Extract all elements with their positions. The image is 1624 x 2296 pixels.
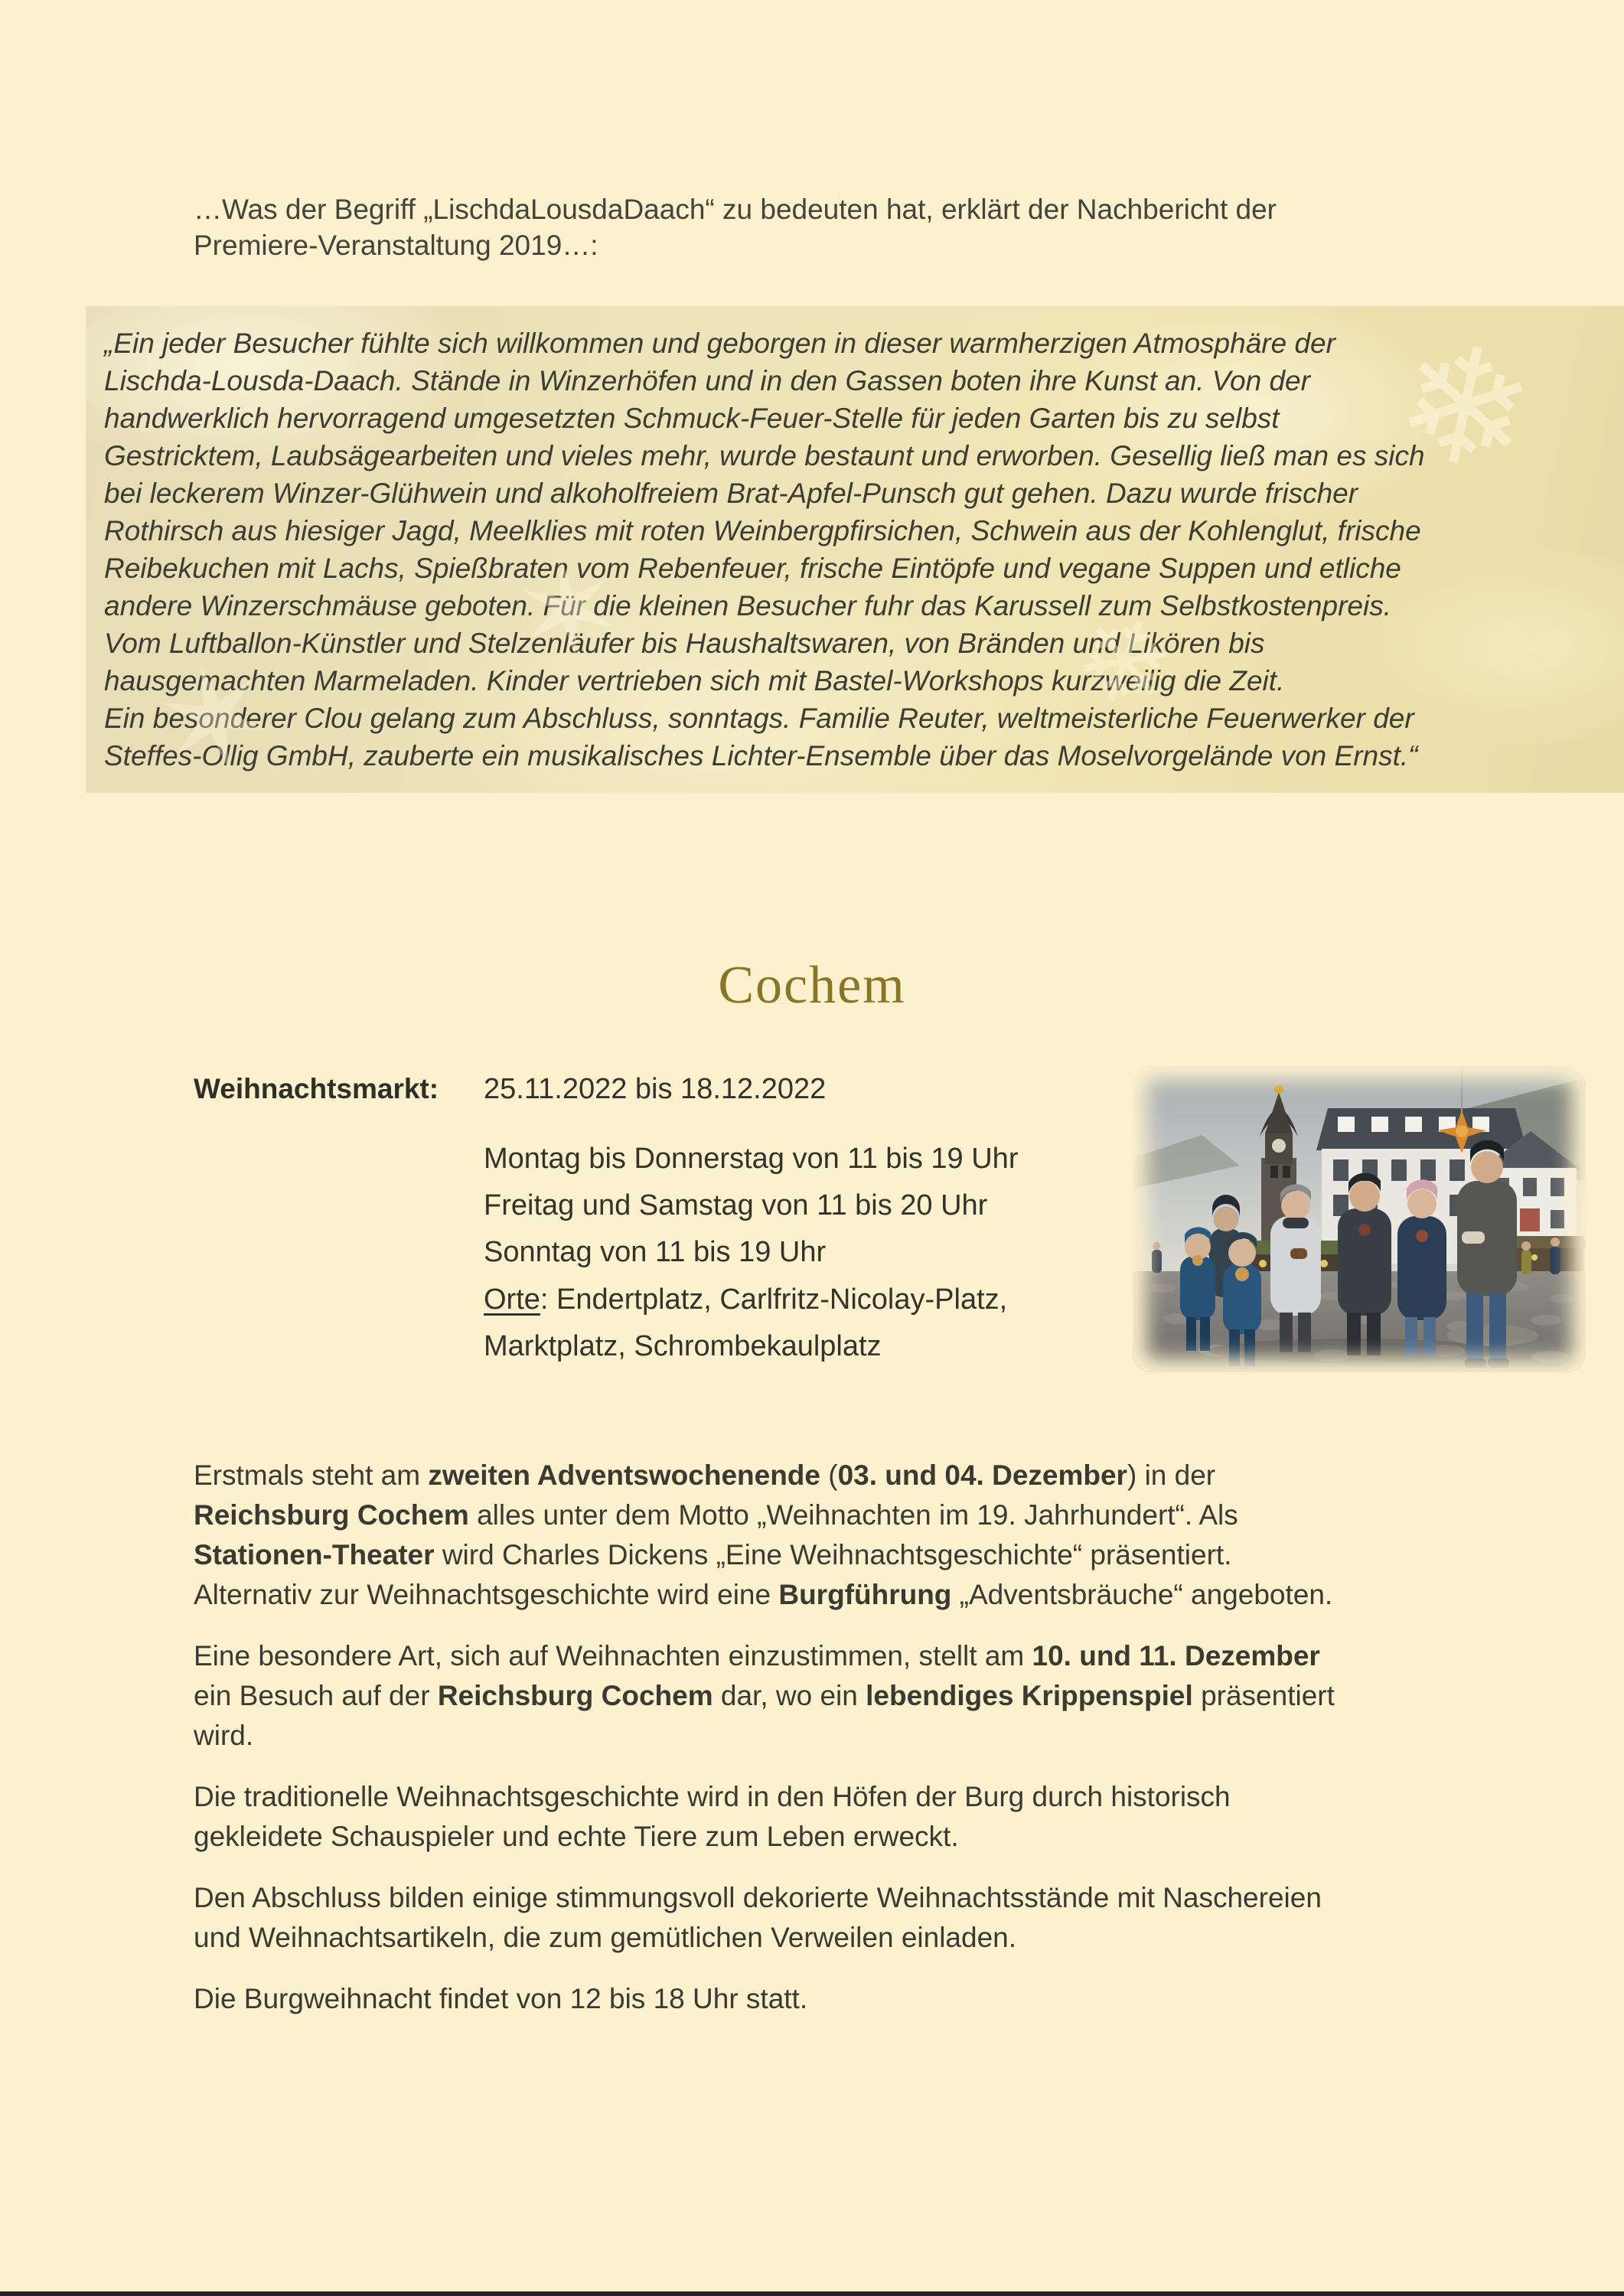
orte-list: : Endertplatz, Carlfritz-Nicolay-Platz, Marktplatz, Schrombekaulplatz <box>484 1283 1008 1362</box>
text-run: Eine besondere Art, sich auf Weihnachten einzustimmen, stellt am <box>194 1640 1032 1671</box>
quote-line: „Ein jeder Besucher fühlte sich willkommen und geborgen in dieser warmherzigen Atmosphäre der <box>104 328 1335 359</box>
quote-line: hausgemachten Marmeladen. Kinder vertrieben sich mit Bastel-Workshops kurzweilig die Zeit. <box>104 665 1285 696</box>
text-run: Die Burgweihnacht findet von 12 bis 18 Uhr statt. <box>194 1983 808 2014</box>
quote-block <box>86 302 1624 817</box>
quote-line: handwerklich hervorragend umgesetzten Schmuck-Feuer-Stelle für jeden Garten bis zu selbst <box>104 403 1280 434</box>
quote-line: Vom Luftballon-Künstler und Stelzenläufer bis Haushaltswaren, von Bränden und Likören bis <box>104 628 1265 659</box>
quote-line: Lischda-Lousda-Daach. Stände in Winzerhöfen und in den Gassen boten ihre Kunst an. Von der <box>104 365 1310 396</box>
market-label: Weihnachtsmarkt: <box>194 1073 439 1104</box>
body-paragraphs <box>194 1456 1345 2040</box>
christmas-market-photo <box>1133 1066 1586 1372</box>
text-run: dar, wo ein <box>713 1680 866 1711</box>
quote-line: Gestricktem, Laubsägearbeiten und vieles mehr, wurde bestaunt und erworben. Gesellig ließ man es sich <box>104 440 1425 471</box>
text-run: Erstmals steht am <box>194 1459 429 1491</box>
snowflake-watermark-icon: ✶ <box>504 529 634 694</box>
paragraph <box>194 1636 1345 1756</box>
text-run: alles unter dem Motto „Weihnachten im 19. Jahrhundert“. Als <box>468 1499 1238 1531</box>
paragraph <box>194 1777 1345 1857</box>
market-dates: 25.11.2022 bis 18.12.2022 <box>484 1073 827 1105</box>
bold-text-run: Reichsburg Cochem <box>437 1680 713 1711</box>
snowflake-watermark-icon: ❄ <box>1056 584 1192 743</box>
snowflake-watermark-icon: ✶ <box>135 622 297 817</box>
market-hours <box>484 1136 1018 1276</box>
text-run: ) in der <box>1127 1459 1216 1491</box>
bold-text-run: 10. und 11. Dezember <box>1032 1640 1320 1671</box>
market-scene-illustration <box>1133 1066 1586 1372</box>
quote-text <box>104 325 1601 775</box>
paragraph <box>194 1878 1345 1958</box>
paragraph <box>194 1979 1345 2019</box>
text-run: ein Besuch auf der <box>194 1680 438 1711</box>
text-run: Die traditionelle Weihnachtsgeschichte wird in den Höfen der Burg durch historisch gekleidete Schauspieler und echte Tiere zum Leben erweckt. <box>194 1781 1231 1852</box>
next-page-edge <box>0 2291 1624 2296</box>
quote-line: Ein besonderer Clou gelang zum Abschluss, sonntags. Familie Reuter, weltmeisterliche Feuerwerker der <box>104 703 1414 734</box>
bold-text-run: Reichsburg Cochem <box>194 1499 469 1531</box>
text-run: Den Abschluss bilden einige stimmungsvoll dekorierte Weihnachtsstände mit Naschereien und Weihnachtsartikeln, die zum gemütlichen Verweilen einladen. <box>194 1882 1322 1953</box>
quote-line: Reibekuchen mit Lachs, Spießbraten vom Rebenfeuer, frische Eintöpfe und vegane Suppen und etliche <box>104 553 1401 584</box>
bold-text-run: zweiten Adventswochenende <box>428 1459 820 1491</box>
quote-line: Rothirsch aus hiesiger Jagd, Meelklies mit roten Weinbergpfirsichen, Schwein aus der Kohlenglut, frische <box>104 515 1421 546</box>
market-hours-line: Sonntag von 11 bis 19 Uhr <box>484 1236 827 1268</box>
text-run: „Adventsbräuche“ angeboten. <box>951 1579 1333 1610</box>
text-run: wird Charles Dickens „Eine Weihnachtsgeschichte“ präsentiert. Alternativ zur Weihnachtsgeschichte wird eine <box>194 1539 1232 1610</box>
intro-paragraph: …Was der Begriff „LischdaLousdaDaach“ zu bedeuten hat, erklärt der Nachbericht der Premiere-Veranstaltung 2019…: <box>194 194 1277 261</box>
market-hours-line: Freitag und Samstag von 11 bis 20 Uhr <box>484 1189 988 1221</box>
orte-label: Orte <box>484 1283 540 1316</box>
market-hours-line: Montag bis Donnerstag von 11 bis 19 Uhr <box>484 1143 1019 1175</box>
market-locations <box>484 1277 1111 1370</box>
bold-text-run: 03. und 04. Dezember <box>837 1459 1127 1491</box>
snowflake-watermark-icon: ❄ <box>1379 302 1551 514</box>
quote-line: bei leckerem Winzer-Glühwein und alkoholfreiem Brat-Apfel-Punsch gut gehen. Dazu wurde frischer <box>104 478 1358 509</box>
bold-text-run: lebendiges Krippenspiel <box>866 1680 1193 1711</box>
quote-line: andere Winzerschmäuse geboten. Für die kleinen Besucher fuhr das Karussell zum Selbstkostenpreis. <box>104 590 1391 621</box>
page-title: Cochem <box>718 956 906 1015</box>
text-run: ( <box>820 1459 838 1491</box>
bold-text-run: Burgführung <box>778 1579 952 1610</box>
paragraph <box>194 1456 1345 1615</box>
bold-text-run: Stationen-Theater <box>194 1539 435 1570</box>
quote-line: Steffes-Ollig GmbH, zauberte ein musikalisches Lichter-Ensemble über das Moselvorgelände von Ernst.“ <box>104 740 1418 771</box>
text-run: präsentiert wird. <box>194 1680 1335 1751</box>
